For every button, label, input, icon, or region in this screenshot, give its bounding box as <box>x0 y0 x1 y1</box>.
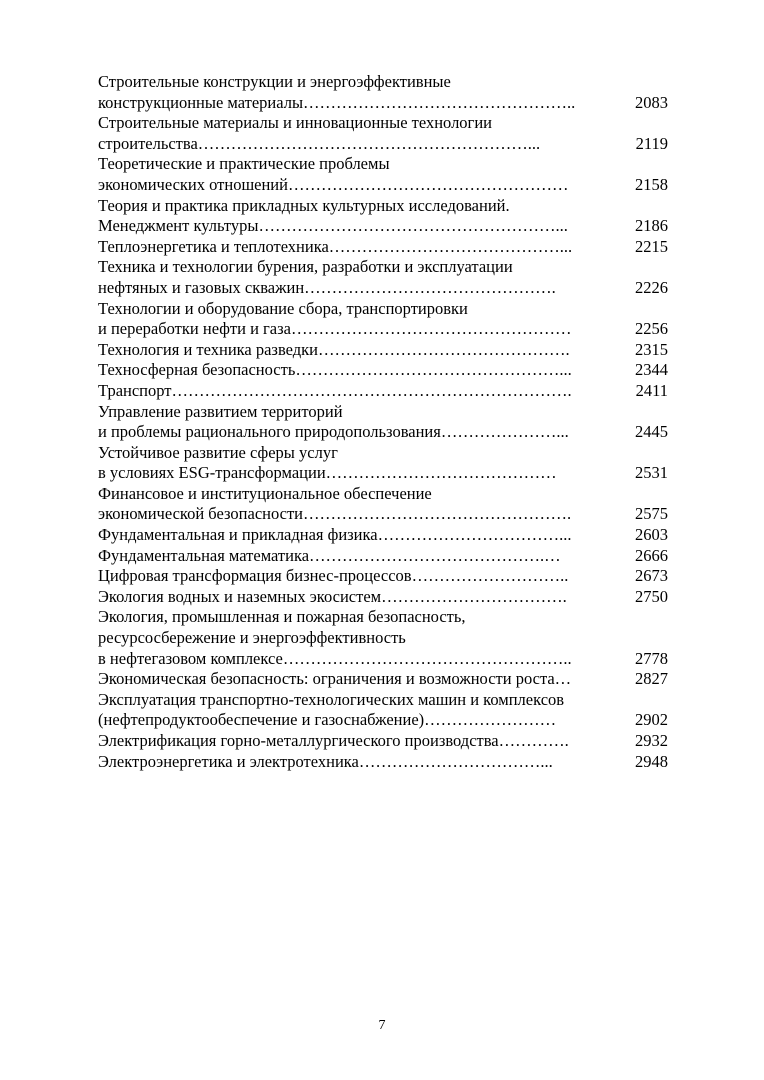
toc-entry-page: 2827 <box>635 669 668 689</box>
toc-entry[interactable] <box>98 237 668 258</box>
toc-entry-page: 2531 <box>635 463 668 483</box>
toc-entry[interactable] <box>98 196 668 237</box>
toc-entry-title: Финансовое и институциональное обеспечение <box>98 483 432 503</box>
toc-entry-title: Строительные материалы и инновационные технологии <box>98 113 492 133</box>
toc-entry[interactable] <box>98 587 668 608</box>
toc-entry-title-line-last <box>98 93 668 114</box>
toc-entry-title: Менеджмент культуры………………………………………………... <box>98 216 568 236</box>
toc-entry-page: 2256 <box>635 319 668 339</box>
toc-entry-title-line <box>98 113 668 134</box>
toc-entry-title-line-last <box>98 463 668 484</box>
toc-entry[interactable] <box>98 402 668 443</box>
toc-entry-page: 2902 <box>635 710 668 730</box>
toc-entry-title-line-last <box>98 237 668 258</box>
toc-entry-title: Фундаментальная и прикладная физика……………………………... <box>98 525 572 545</box>
toc-entry-page: 2932 <box>635 731 668 750</box>
toc-entry-title: конструкционные материалы………………………………………….. <box>98 92 576 112</box>
toc-entry-page: 2778 <box>635 648 668 668</box>
toc-entry-page: 2315 <box>635 339 668 359</box>
toc-entry-title-line-last <box>98 669 668 690</box>
toc-entry-page: 2158 <box>635 174 668 194</box>
toc-entry-title: (нефтепродуктообеспечение и газоснабжение)…………………… <box>98 710 557 730</box>
toc-entry-title-line <box>98 257 668 278</box>
toc-entry-title-line-last <box>98 422 668 443</box>
toc-entry[interactable] <box>98 752 668 773</box>
toc-entry-title-line <box>98 484 668 505</box>
toc-entry[interactable] <box>98 154 668 195</box>
toc-entry-title-line <box>98 607 668 628</box>
toc-entry-title-line-last <box>98 360 668 381</box>
toc-entry-title-line-last <box>98 134 668 155</box>
toc-entry[interactable] <box>98 257 668 298</box>
toc-entry-title: Транспорт………………………………………………………………. <box>98 380 572 400</box>
toc-entry[interactable] <box>98 299 668 340</box>
toc-entry-title-line-last <box>98 731 668 752</box>
toc-entry-page: 2411 <box>635 380 668 400</box>
toc-entry-title: Технология и техника разведки………………………………………. <box>98 339 570 359</box>
toc-entry-title: Экономическая безопасность: ограничения и возможности роста… <box>98 669 572 689</box>
toc-entry-title: и проблемы рационального природопользования…………………... <box>98 422 569 442</box>
toc-entry-title: Экология, промышленная и пожарная безопасность, <box>98 607 466 627</box>
toc-entry-title: Техника и технологии бурения, разработки и эксплуатации <box>98 257 513 277</box>
toc-entry-page: 2603 <box>635 525 668 545</box>
toc-entry[interactable] <box>98 381 668 402</box>
toc-entry-page: 2226 <box>635 277 668 297</box>
toc-entry-title: строительства……………………………………………………... <box>98 133 541 153</box>
toc-entry-title: Техносферная безопасность…………………………………………... <box>98 360 572 380</box>
toc-entry-title: Электроэнергетика и электротехника……………………………... <box>98 751 553 771</box>
toc-entry-title: Управление развитием территорий <box>98 401 343 421</box>
toc-entry-title: Строительные конструкции и энергоэффективные <box>98 72 451 91</box>
toc-entry-page: 2750 <box>635 586 668 606</box>
toc-entry-title: и переработки нефти и газа…………………………………………… <box>98 319 572 339</box>
toc-entry-page: 2666 <box>635 545 668 565</box>
toc-entry-title: Экология водных и наземных экосистем……………………………. <box>98 586 567 606</box>
toc-entry-page: 2948 <box>635 751 668 771</box>
toc-entry-title: Фундаментальная математика…………………………………….… <box>98 545 561 565</box>
toc-entry-title: экономической безопасности…………………………………………. <box>98 504 572 524</box>
toc-entry-title: Теплоэнергетика и теплотехника……………………………………... <box>98 236 573 256</box>
toc-entry-title-line <box>98 402 668 423</box>
toc-entry-title-line-last <box>98 649 668 670</box>
toc-entry[interactable] <box>98 566 668 587</box>
toc-entry-title-line-last <box>98 587 668 608</box>
toc-entry-title-line <box>98 299 668 320</box>
toc-entry-page: 2445 <box>635 422 668 442</box>
toc-entry-title-line <box>98 628 668 649</box>
toc-entry-title: экономических отношений…………………………………………… <box>98 174 569 194</box>
toc-entry[interactable] <box>98 72 668 113</box>
toc-entry-title: Устойчивое развитие сферы услуг <box>98 442 338 462</box>
toc-entry-title-line-last <box>98 175 668 196</box>
toc-entry-title: Эксплуатация транспортно-технологических машин и комплексов <box>98 689 565 709</box>
toc-entry-page: 2215 <box>635 236 668 256</box>
toc-entry-title: Теоретические и практические проблемы <box>98 154 390 174</box>
toc-entry-title-line-last <box>98 566 668 587</box>
toc-entry-page: 2186 <box>635 216 668 236</box>
toc-entry-title-line-last <box>98 381 668 402</box>
toc-entry-title: в условиях ESG-трансформации…………………………………… <box>98 463 557 483</box>
toc-entry-title-line-last <box>98 546 668 567</box>
toc-entry-title: Цифровая трансформация бизнес-процессов……………………….. <box>98 566 569 586</box>
toc-entry-title-line-last <box>98 319 668 340</box>
toc-entry[interactable] <box>98 525 668 546</box>
toc-entry-title: Электрификация горно-металлургического производства…………. <box>98 731 569 750</box>
toc-entry-title: в нефтегазовом комплексе…………………………………………….. <box>98 648 572 668</box>
toc-entry[interactable] <box>98 443 668 484</box>
toc-entry[interactable] <box>98 669 668 690</box>
toc-entry-title-line-last <box>98 340 668 361</box>
toc-entry[interactable] <box>98 690 668 731</box>
table-of-contents <box>98 72 668 772</box>
toc-entry-title-line <box>98 72 668 93</box>
toc-entry[interactable] <box>98 607 668 669</box>
toc-entry-title-line-last <box>98 216 668 237</box>
toc-entry-title-line <box>98 154 668 175</box>
toc-entry-title: Теория и практика прикладных культурных исследований. <box>98 195 510 215</box>
toc-entry-title: Технологии и оборудование сбора, транспортировки <box>98 298 468 318</box>
toc-entry-page: 2083 <box>635 92 668 112</box>
toc-entry-title-line-last <box>98 525 668 546</box>
toc-entry-page: 2575 <box>635 504 668 524</box>
toc-entry-title: ресурсосбережение и энергоэффективность <box>98 628 406 648</box>
toc-entry-page: 2344 <box>635 360 668 380</box>
toc-entry-title-line-last <box>98 278 668 299</box>
toc-entry-page: 2673 <box>635 566 668 586</box>
toc-entry-page: 2119 <box>635 133 668 153</box>
toc-entry[interactable] <box>98 546 668 567</box>
toc-entry[interactable] <box>98 340 668 361</box>
toc-entry[interactable] <box>98 113 668 154</box>
toc-entry[interactable] <box>98 731 668 752</box>
toc-entry-title-line-last <box>98 710 668 731</box>
page-number: 7 <box>378 1018 386 1033</box>
toc-entry-title-line-last <box>98 752 668 773</box>
toc-entry-title-line <box>98 443 668 464</box>
toc-entry-title-line-last <box>98 504 668 525</box>
toc-entry-title-line <box>98 690 668 711</box>
toc-entry[interactable] <box>98 484 668 525</box>
toc-entry[interactable] <box>98 360 668 381</box>
toc-entry-title-line <box>98 196 668 217</box>
toc-entry-title: нефтяных и газовых скважин………………………………………. <box>98 277 556 297</box>
